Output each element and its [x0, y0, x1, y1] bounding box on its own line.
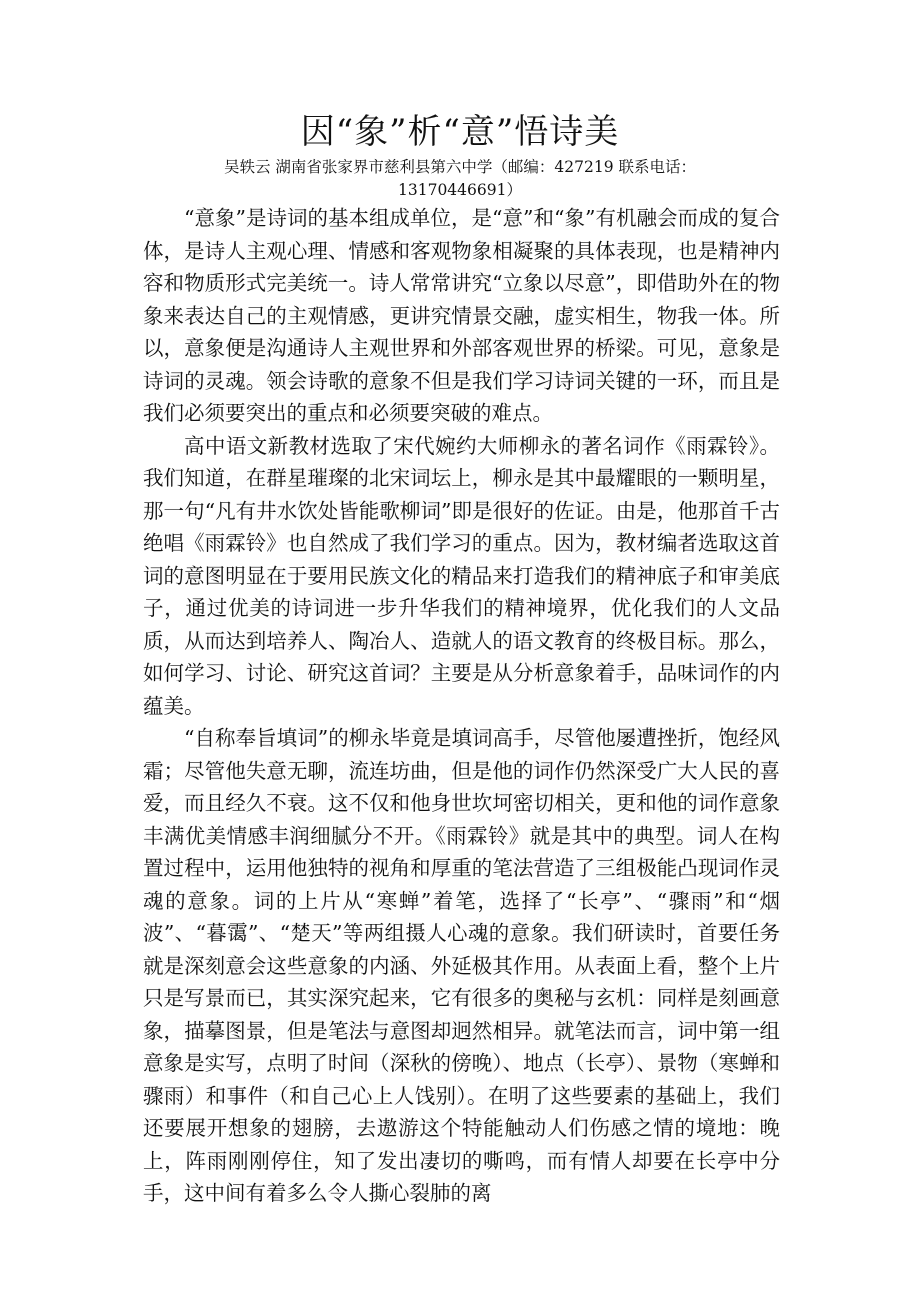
article-body — [143, 202, 780, 1210]
author-line: 吴轶云 湖南省张家界市慈利县第六中学（邮编：427219 联系电话： — [223, 158, 697, 176]
paragraph: “自称奉旨填词”的柳永毕竟是填词高手，尽管他屡遭挫折，饱经风霜；尽管他失意无聊，流连坊曲，但是他的词作仍然深受广大人民的喜爱，而且经久不衰。这不仅和他身世坎坷密切相关，更和他的词作意象丰满优美情感丰润细腻分不开。《雨霖铃》就是其中的典型。词人在构置过程中，运用他独特的视角和厚重的笔法营造了三组极能凸现词作灵魂的意象。词的上片从“寒蝉”着笔，选择了“长亭”、“骤雨”和“烟波”、“暮霭”、“楚天”等两组摄人心魂的意象。我们研读时，首要任务就是深刻意会这些意象的内涵、外延极其作用。从表面上看，整个上片只是写景而已，其实深究起来，它有很多的奥秘与玄机：同样是刻画意象，描摹图景，但是笔法与意图却迥然相异。就笔法而言，词中第一组意象是实写，点明了时间（深秋的傍晚）、地点（长亭）、景物（寒蝉和骤雨）和事件（和自己心上人饯别）。在明了这些要素的基础上，我们还要展开想象的翅膀，去遨游这个特能触动人们伤感之情的境地：晚上，阵雨刚刚停住，知了发出凄切的嘶鸣，而有情人却要在长亭中分手，这中间有着多么令人撕心裂肺的离 — [143, 726, 780, 1205]
paragraph: “意象”是诗词的基本组成单位，是“意”和“象”有机融会而成的复合体，是诗人主观心理、情感和客观物象相凝聚的具体表现，也是精神内容和物质形式完美统一。诗人常常讲究“立象以尽意”，即借助外在的物象来表达自己的主观情感，更讲究情景交融，虚实相生，物我一体。所以，意象便是沟通诗人主观世界和外部客观世界的桥梁。可见，意象是诗词的灵魂。领会诗歌的意象不但是我们学习诗词关键的一环，而且是我们必须要突出的重点和必须要突破的难点。 — [143, 206, 780, 425]
author-phone-line: 13170446691） — [398, 181, 522, 199]
page-title: 因“象”析“意”悟诗美 — [300, 112, 620, 152]
paragraph: 高中语文新教材选取了宋代婉约大师柳永的著名词作《雨霖铃》。我们知道，在群星璀璨的北宋词坛上，柳永是其中最耀眼的一颗明星，那一句“凡有井水饮处皆能歌柳词”即是很好的佐证。由是，他那首千古绝唱《雨霖铃》也自然成了我们学习的重点。因为，教材编者选取这首词的意图明显在于要用民族文化的精品来打造我们的精神底子和审美底子，通过优美的诗词进一步升华我们的精神境界，优化我们的人文品质，从而达到培养人、陶冶人、造就人的语文教育的终极目标。那么，如何学习、讨论、研究这首词？主要是从分析意象着手，品味词作的内蕴美。 — [143, 433, 780, 718]
author-info — [150, 156, 770, 202]
